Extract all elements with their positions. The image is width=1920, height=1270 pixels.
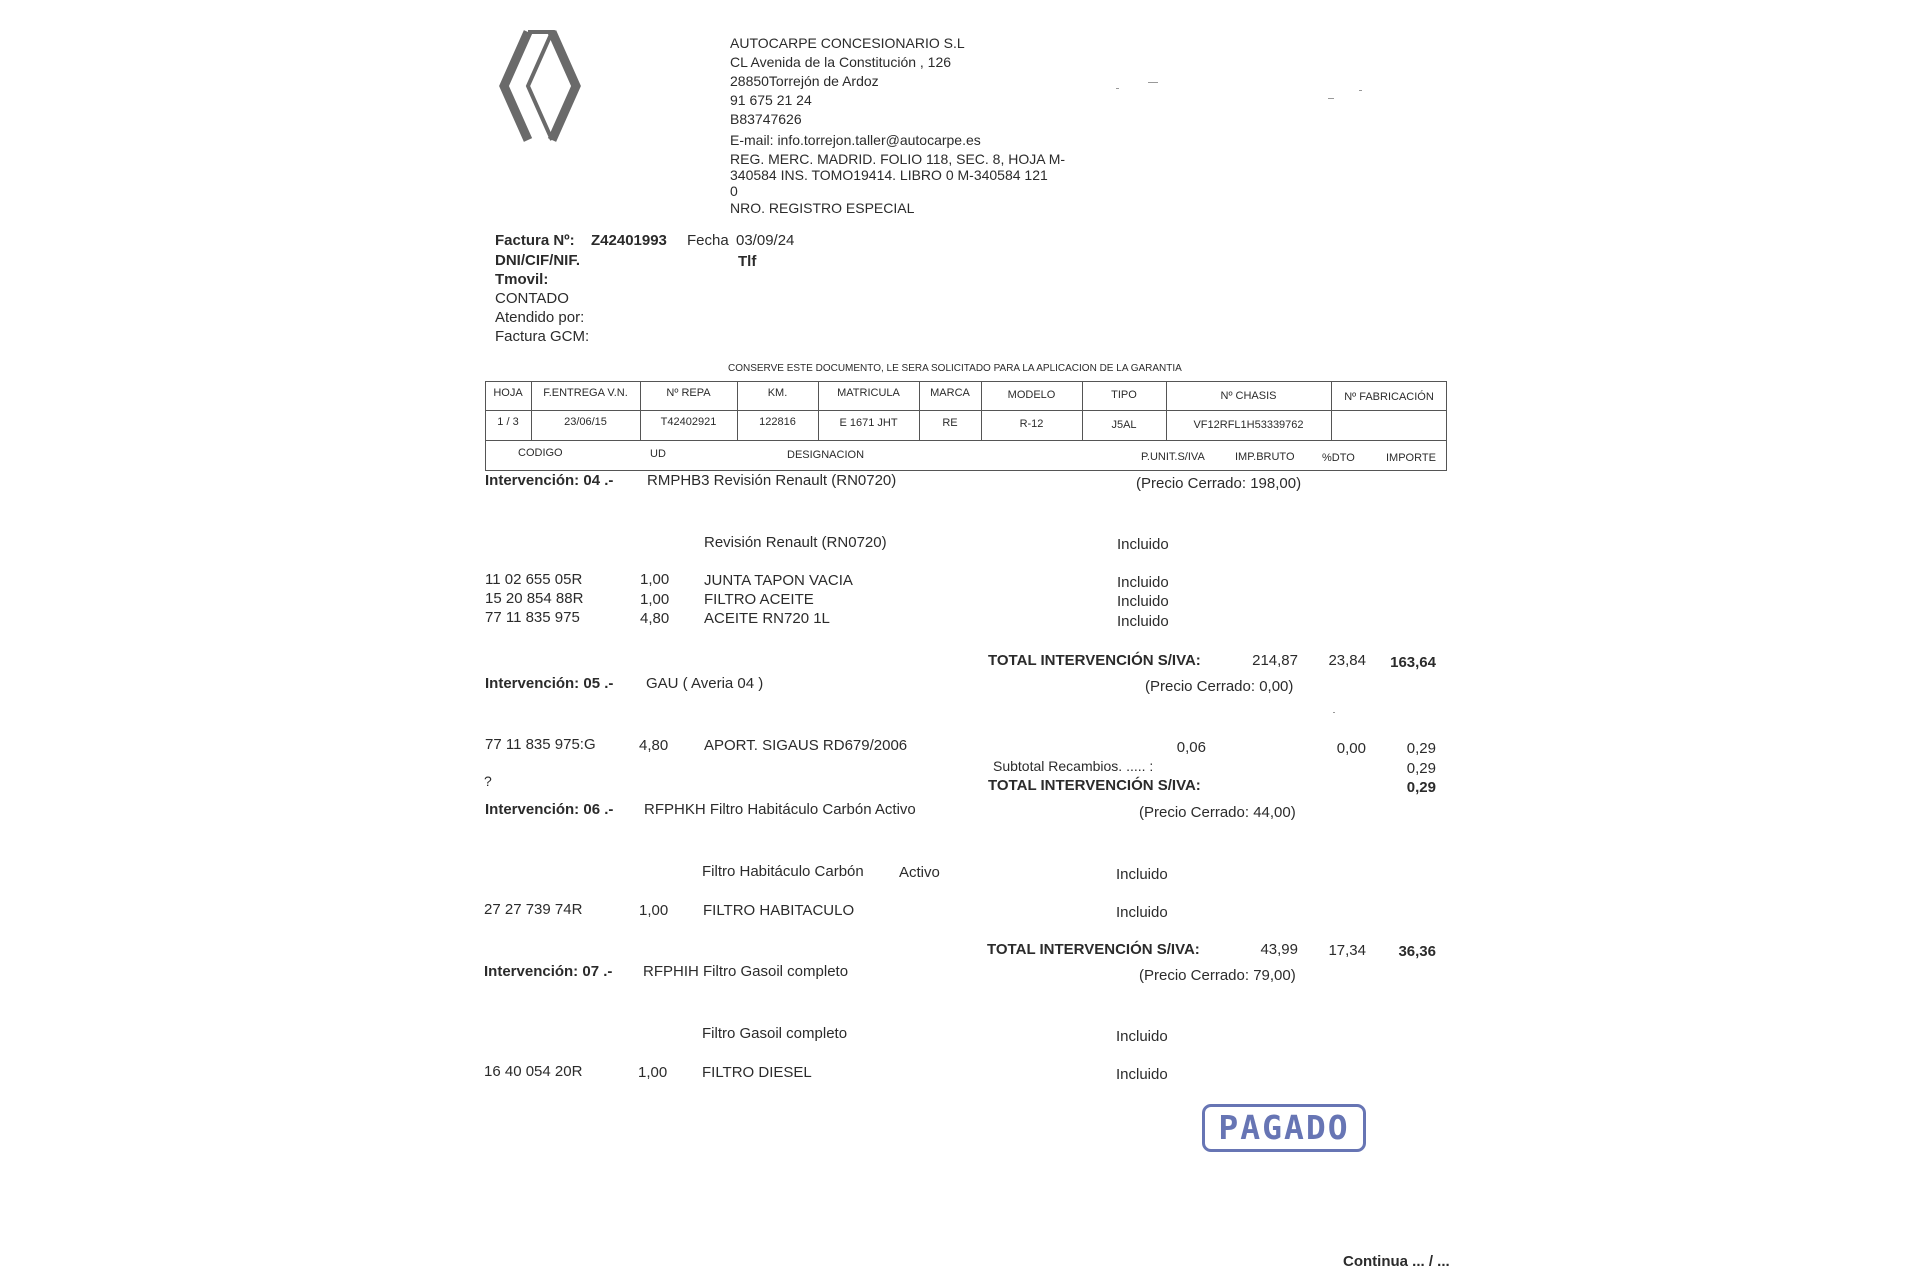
invoice-gcm-label: Factura GCM:: [495, 328, 590, 345]
intervention-04-subtitle: Revisión Renault (RN0720): [704, 534, 887, 551]
guarantee-notice: CONSERVE ESTE DOCUMENTO, LE SERA SOLICITADO PARA LA APLICACION DE LA GARANTIA: [728, 363, 1182, 374]
dealer-phone: 91 675 21 24: [730, 92, 812, 108]
intervention-06-total-importe: 36,36: [1398, 943, 1436, 960]
dealer-street: CL Avenida de la Constitución , 126: [730, 54, 952, 70]
line-status: Incluido: [1116, 1066, 1168, 1083]
col-designacion: DESIGNACION: [787, 449, 865, 461]
line-ud: 4,80: [639, 737, 669, 754]
th-hoja: HOJA: [493, 387, 523, 399]
renault-logo: [498, 28, 582, 144]
intervention-06-total-dto: 17,34: [1328, 942, 1366, 959]
line-dto: 0,00: [1336, 740, 1366, 757]
intervention-05-total-importe: 0,29: [1406, 779, 1436, 796]
th-fentrega: F.ENTREGA V.N.: [543, 387, 628, 399]
td-modelo: R-12: [1019, 418, 1044, 430]
line-code: 11 02 655 05R: [485, 571, 583, 588]
scan-speck: [1328, 98, 1334, 99]
th-fabricacion: Nº FABRICACIÓN: [1344, 391, 1434, 403]
tlf-label: Tlf: [738, 253, 757, 270]
line-importe: 0,29: [1406, 740, 1436, 757]
intervention-06-total-bruto: 43,99: [1260, 941, 1298, 958]
th-marca: MARCA: [930, 387, 970, 399]
line-code: 27 27 739 74R: [484, 901, 583, 918]
col-ud: UD: [650, 448, 666, 460]
th-km: KM.: [767, 387, 788, 399]
intervention-06-subtitle: Filtro Habitáculo Carbón: [702, 863, 864, 880]
col-punit: P.UNIT.S/IVA: [1141, 451, 1205, 463]
dealer-reg-line3: 0: [730, 183, 738, 199]
intervention-06-desc: RFPHKH Filtro Habitáculo Carbón Activo: [644, 801, 916, 818]
line-desc: FILTRO ACEITE: [704, 591, 814, 608]
scan-speck: [1116, 88, 1119, 89]
subtotal-recambios-value: 0,29: [1406, 760, 1436, 777]
intervention-04-total-label: TOTAL INTERVENCIÓN S/IVA:: [988, 652, 1201, 669]
dealer-cif: B83747626: [730, 111, 802, 127]
intervention-04-total-bruto: 214,87: [1252, 652, 1298, 669]
td-marca: RE: [942, 417, 958, 429]
line-ud: 1,00: [638, 1064, 668, 1081]
question-mark: ?: [484, 773, 492, 789]
dni-label: DNI/CIF/NIF.: [495, 252, 580, 269]
line-ud: 4,80: [640, 610, 670, 627]
line-desc: FILTRO HABITACULO: [703, 902, 855, 919]
td-hoja: 1 / 3: [497, 416, 519, 428]
line-ud: 1,00: [639, 902, 669, 919]
invoice-date-label: Fecha: [687, 232, 729, 249]
intervention-05-closed-price: (Precio Cerrado: 0,00): [1145, 678, 1294, 695]
dealer-email: E-mail: info.torrejon.taller@autocarpe.es: [730, 132, 981, 148]
td-chasis: VF12RFL1H53339762: [1193, 419, 1304, 431]
intervention-06-closed-price: (Precio Cerrado: 44,00): [1139, 804, 1296, 821]
scan-speck: [1359, 90, 1362, 91]
col-codigo: CODIGO: [518, 447, 563, 459]
td-km: 122816: [759, 416, 796, 428]
line-status: Incluido: [1117, 613, 1169, 630]
line-desc: JUNTA TAPON VACIA: [704, 572, 853, 589]
col-impbruto: IMP.BRUTO: [1235, 451, 1295, 463]
th-chasis: Nº CHASIS: [1220, 390, 1277, 402]
line-status: Incluido: [1116, 904, 1168, 921]
scan-speck: [1148, 82, 1158, 83]
td-fentrega: 23/06/15: [564, 416, 607, 428]
line-code: 77 11 835 975:G: [485, 736, 596, 753]
dealer-city: 28850Torrejón de Ardoz: [730, 73, 879, 89]
line-code: 16 40 054 20R: [484, 1063, 583, 1080]
intervention-07-desc: RFPHIH Filtro Gasoil completo: [643, 963, 849, 980]
line-desc: APORT. SIGAUS RD679/2006: [704, 737, 908, 754]
col-dto: %DTO: [1322, 452, 1355, 464]
line-desc: ACEITE RN720 1L: [704, 610, 830, 627]
attended-by-label: Atendido por:: [495, 309, 585, 326]
continues-footer: Continua ... / ...: [1343, 1253, 1450, 1270]
intervention-06-subtitle-status: Incluido: [1116, 866, 1168, 883]
line-desc: FILTRO DIESEL: [702, 1064, 812, 1081]
th-modelo: MODELO: [1007, 389, 1056, 401]
intervention-07-subtitle: Filtro Gasoil completo: [702, 1025, 848, 1042]
payment-method: CONTADO: [495, 290, 569, 307]
th-tipo: TIPO: [1111, 389, 1137, 401]
lines-header-box: [485, 440, 1447, 471]
intervention-06-total-label: TOTAL INTERVENCIÓN S/IVA:: [987, 941, 1200, 958]
dealer-reg-special: NRO. REGISTRO ESPECIAL: [730, 200, 915, 216]
dealer-name: AUTOCARPE CONCESIONARIO S.L: [730, 35, 965, 51]
dealer-reg-line1: REG. MERC. MADRID. FOLIO 118, SEC. 8, HOJA M-: [730, 151, 1066, 167]
td-tipo: J5AL: [1111, 419, 1137, 431]
vehicle-table-divider: [485, 410, 1447, 411]
intervention-07-closed-price: (Precio Cerrado: 79,00): [1139, 967, 1296, 984]
intervention-04-closed-price: (Precio Cerrado: 198,00): [1136, 475, 1302, 492]
intervention-06-subtitle-2: Activo: [899, 864, 940, 881]
line-code: 15 20 854 88R: [485, 590, 584, 607]
th-nrepa: Nº REPA: [666, 387, 711, 399]
dealer-reg-line2: 340584 INS. TOMO19414. LIBRO 0 M-340584 121: [730, 167, 1048, 183]
scan-speck: [1333, 712, 1335, 713]
table-col-line: [1331, 381, 1332, 441]
paid-stamp: PAGADO: [1202, 1104, 1366, 1152]
line-punit: 0,06: [1176, 739, 1206, 756]
line-code: 77 11 835 975: [485, 609, 580, 626]
line-ud: 1,00: [640, 591, 670, 608]
td-matricula: E 1671 JHT: [839, 417, 898, 429]
intervention-04-label: Intervención: 04 .-: [485, 472, 614, 489]
intervention-04-desc: RMPHB3 Revisión Renault (RN0720): [647, 472, 897, 489]
intervention-04-total-dto: 23,84: [1328, 652, 1366, 669]
td-nrepa: T42402921: [660, 416, 717, 428]
tmovil-label: Tmovil:: [495, 271, 549, 288]
intervention-06-label: Intervención: 06 .-: [485, 801, 614, 818]
invoice-number: Z42401993: [591, 232, 667, 249]
line-ud: 1,00: [640, 571, 670, 588]
invoice-date: 03/09/24: [736, 232, 795, 249]
col-importe: IMPORTE: [1386, 452, 1436, 464]
intervention-07-label: Intervención: 07 .-: [484, 963, 613, 980]
th-matricula: MATRICULA: [837, 387, 900, 399]
intervention-04-total-importe: 163,64: [1390, 654, 1436, 671]
line-status: Incluido: [1117, 593, 1169, 610]
line-status: Incluido: [1117, 574, 1169, 591]
intervention-07-subtitle-status: Incluido: [1116, 1028, 1168, 1045]
intervention-05-desc: GAU ( Averia 04 ): [646, 675, 764, 692]
intervention-05-total-label: TOTAL INTERVENCIÓN S/IVA:: [988, 777, 1201, 794]
subtotal-recambios-label: Subtotal Recambios. ..... :: [993, 758, 1154, 774]
intervention-05-label: Intervención: 05 .-: [485, 675, 614, 692]
invoice-number-label: Factura Nº:: [495, 232, 575, 249]
intervention-04-subtitle-status: Incluido: [1117, 536, 1169, 553]
